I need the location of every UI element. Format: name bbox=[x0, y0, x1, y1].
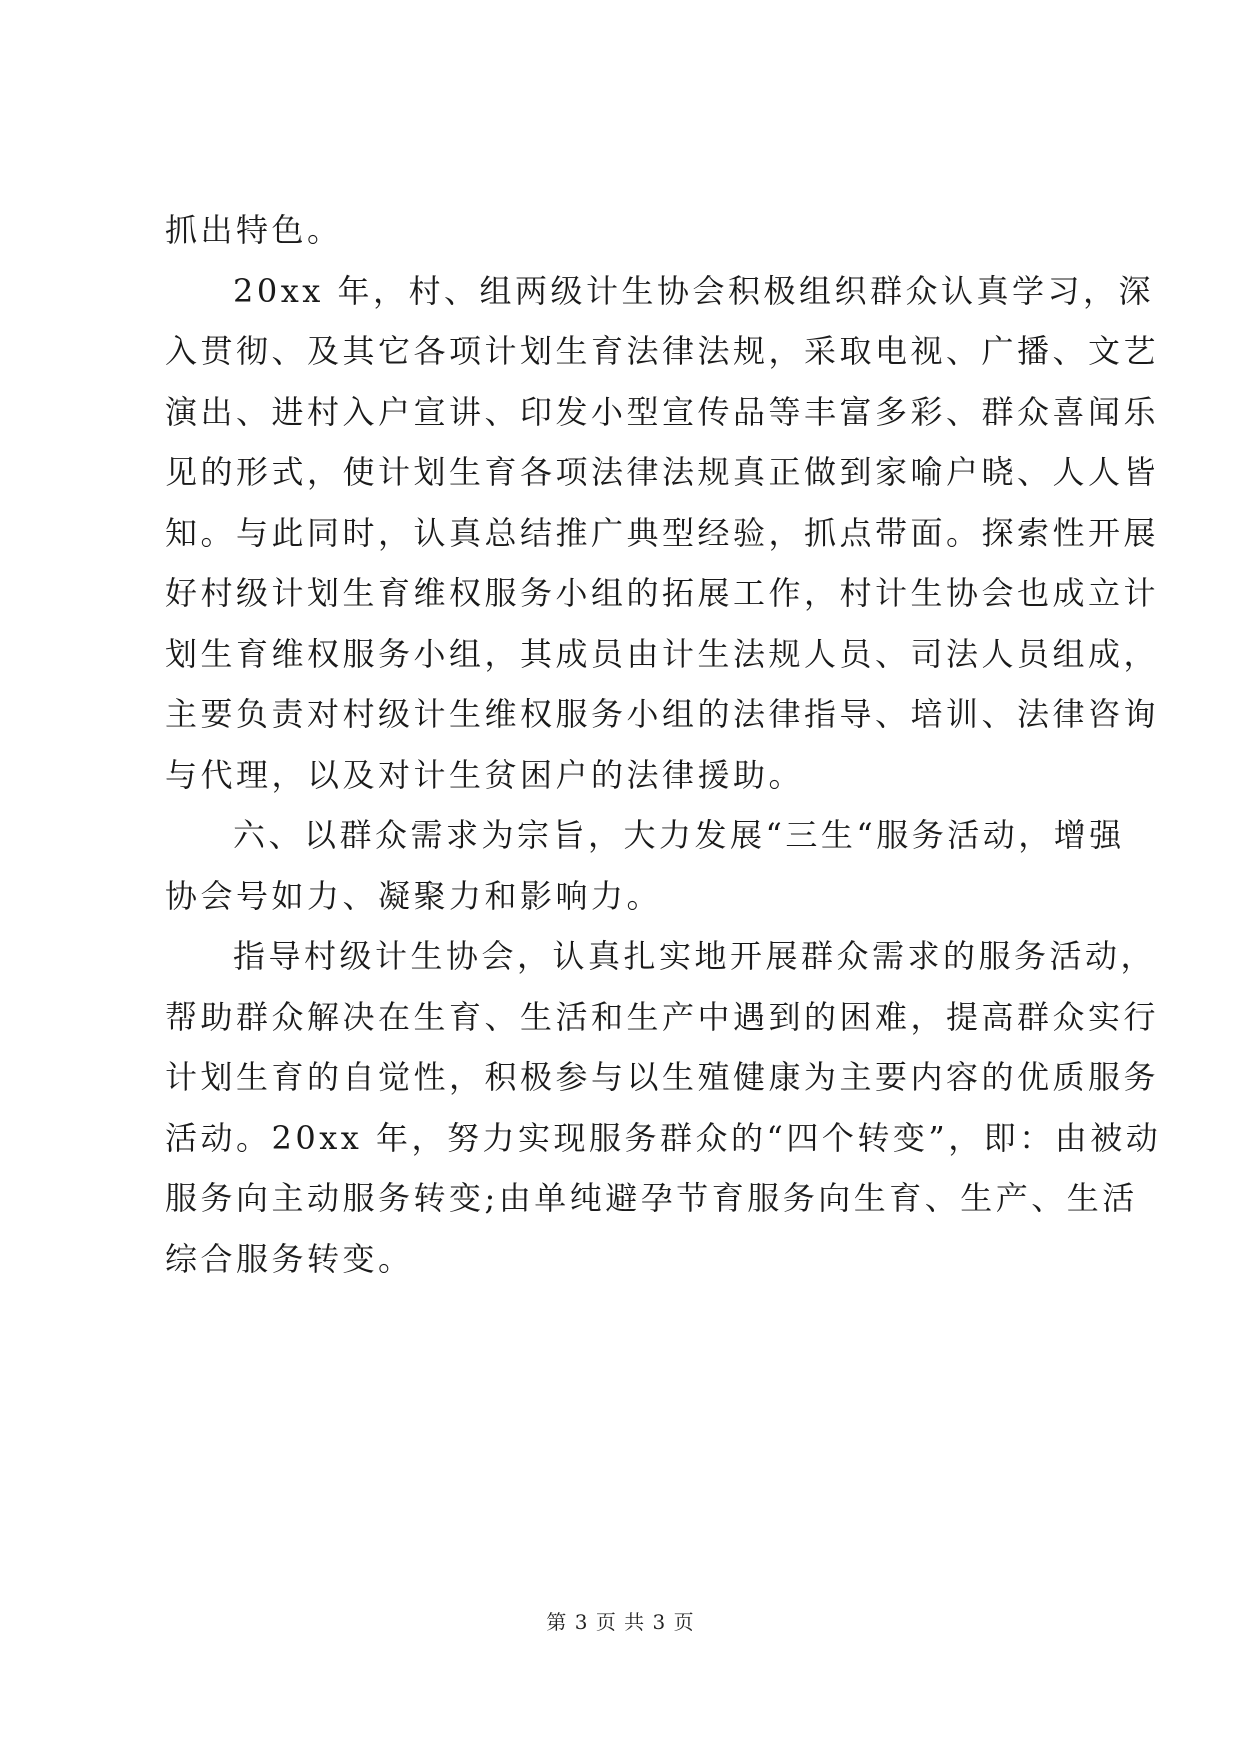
text-line: 活动。20xx 年，努力实现服务群众的“四个转变”，即：由被动 bbox=[165, 1118, 1162, 1157]
text-line: 入贯彻、及其它各项计划生育法律法规，采取电视、广播、文艺 bbox=[165, 332, 1160, 370]
text-line: 帮助群众解决在生育、生活和生产中遇到的困难，提高群众实行 bbox=[165, 997, 1160, 1036]
text-line: 演出、进村入户宣讲、印发小型宣传品等丰富多彩、群众喜闻乐 bbox=[165, 392, 1160, 431]
text-line: 服务向主动服务转变;由单纯避孕节育服务向生育、生产、生活 bbox=[165, 1179, 1138, 1217]
text-line: 综合服务转变。 bbox=[165, 1239, 414, 1278]
page-number-footer: 第 3 页 共 3 页 bbox=[546, 1610, 695, 1634]
text-line: 计划生育的自觉性，积极参与以生殖健康为主要内容的优质服务 bbox=[165, 1058, 1160, 1096]
text-line: 划生育维权服务小组，其成员由计生法规人员、司法人员组成， bbox=[165, 634, 1160, 673]
text-line: 见的形式，使计划生育各项法律法规真正做到家喻户晓、人人皆 bbox=[165, 453, 1160, 491]
text-line: 抓出特色。 bbox=[165, 211, 343, 249]
text-line: 六、以群众需求为宗旨，大力发展“三生“服务活动，增强 bbox=[233, 816, 1125, 854]
text-line: 20xx 年，村、组两级计生协会积极组织群众认真学习，深 bbox=[233, 271, 1154, 310]
text-line: 指导村级计生协会，认真扎实地开展群众需求的服务活动， bbox=[233, 937, 1157, 975]
text-line: 与代理，以及对计生贫困户的法律援助。 bbox=[165, 755, 805, 794]
text-line: 知。与此同时，认真总结推广典型经验，抓点带面。探索性开展 bbox=[165, 513, 1160, 552]
text-line: 主要负责对村级计生维权服务小组的法律指导、培训、法律咨询 bbox=[165, 695, 1160, 733]
text-line: 好村级计划生育维权服务小组的拓展工作，村计生协会也成立计 bbox=[165, 574, 1160, 612]
document-body bbox=[165, 200, 1162, 1289]
text-line: 协会号如力、凝聚力和影响力。 bbox=[165, 876, 663, 915]
